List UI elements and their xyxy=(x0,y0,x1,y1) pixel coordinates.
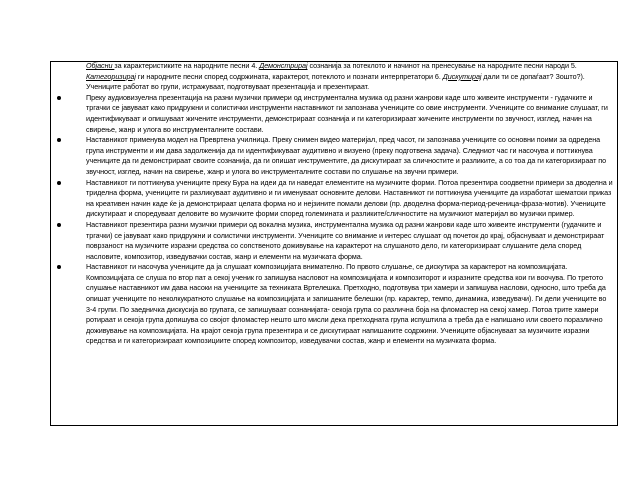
list-item-text: Наставникот ги поттикнува учениците преку Бура на идеи да ги наведат елементите на музичките форми. Потоа презентира соодветни примери за дводелна и триделна форма, учениците ги разликуваат аудитивно и ги именуваат основните делови. Наставникот ги поттикнува учениците да изработат шематски приказ на креативен начин каде ќе ја демонстрираат целата форма но и нејзините помали делови (пр. дводелна форма-период-реченица-фраза-мотив). Учениците дискутираат и споредуваат деловите во музичките форми според големината и разликите/сличностите на музичкиот материјал во музички пример. xyxy=(86,177,613,219)
intro-run: Категоризирај xyxy=(86,71,136,81)
list-item-text: Наставникот применува модел на Превртена училница. Преку снимен видео материјал, пред часот, ги запознава учениците со основни поими за одредена група инструменти и им дава задолженија да ги идентификуваат аудитивно и визуено (преку подготвена задача). Следниот час ги насочува и поттикнува учениците да ги демонстрираат своите сознанија, да ги опишат инструментите, да дискутираат за сличностите и разликите, а со тоа да ги категоризираат по звучност, изглед, начин на свирење, жанр и улога во инструменталните состави по слушање на звучни примери. xyxy=(86,135,607,176)
list-item-text: Наставникот презентира разни музички примери од вокална музика, инструментална музика од разни жанрови каде што живеите инструменти (гудачките и тргачки) се јавуваат како придружни и солистички инструменти. Учениците со внимание и интерес слушаат од почеток до крај, објаснуваат и демонстрираат поврзаност на музичките изразни средства со сопственото доживување на карактерот на слушаното дело, ги категоризираат слушаните дела според насловите, композитор, изведувачки состав, жанр и елементи на музичката форма. xyxy=(86,219,605,261)
intro-run: ги народните песни според содржината, карактерот, потеклото и познати интерпретатори 6. xyxy=(135,71,443,81)
list-item xyxy=(86,135,614,177)
intro-run: дали ти се допаѓаат? Зошто?). Учениците работат во групи, истражуваат, подготвуваат презентација и презентираат. xyxy=(86,71,585,92)
intro-run: Дискутирај xyxy=(442,71,482,81)
list-item xyxy=(86,178,614,220)
list-item-text: Наставникот ги насочува учениците да ја слушаат композицијата внимателно. По првото слушање, се дискутира за карактерот на композицијата. Композицијата се слуша по втор пат а секој ученик го запишува насловот на композицијата и композиторот и изразните средства кои ги воочува. По третото слушање наставникот им дава насоки на учениците за техниката Вртелешка. Претходно, подготвува три хамери и запишува наслови, односно, што треба да опишат учениците по неколкукратното слушање на композицијата и запишаните белешки (пр. карактер, темпо, динамика, изведувачи). Ги дели учениците во 3-4 групи. По заедничка дискусија во групата, се запишуваат сознанијата- секоја група со различна боја на фломастер на секој хамер. Потоа трите хамери ротираат и секоја група допишува со својот фломастер нешто што мисли дека претходната група испуштила а треба да е напишано или своето поразлично доживување на композицијата. На крајот секоја група презентира и се дискутираат напишаните содржини. Учениците објаснуваат за музичките изразни средства и ги категоризираат композициите според композитор, изведувачки состав, жанр и елементи на музичката форма. xyxy=(86,262,607,346)
bullet-icon xyxy=(57,96,61,100)
list-item xyxy=(86,262,614,347)
list-item-text: Преку аудиовизуелна презентација на разни музички примери од инструментална музика од разни жанрови каде што живеите инструменти - гудачките и тргачки се јавуваат како придружни и солистички инструменти наставникот ги запознава учениците со овие инструменти. Учениците со внимание слушаат, ги идентификуваат и опишуваат жичените инструменти, демонстрираат сознанија и ги категоризираат жичените инструменти по звучност, изглед, начин на свирење, жанр и улога во инструменталните состави. xyxy=(86,92,608,134)
bullet-icon xyxy=(57,181,61,185)
bullet-icon xyxy=(57,223,61,227)
bullet-list xyxy=(86,93,614,347)
intro-run: сознанија за потеклото и начинот на пренесување на народните песни народи 5. xyxy=(307,61,577,70)
document-text xyxy=(86,61,614,347)
list-item xyxy=(86,220,614,262)
intro-run: за карактеристиките на народните песни 4. xyxy=(114,61,260,70)
intro-run: Објасни xyxy=(86,61,115,70)
intro-paragraph xyxy=(86,61,614,93)
intro-run: Демонстрирај xyxy=(259,61,308,70)
list-item xyxy=(86,93,614,135)
